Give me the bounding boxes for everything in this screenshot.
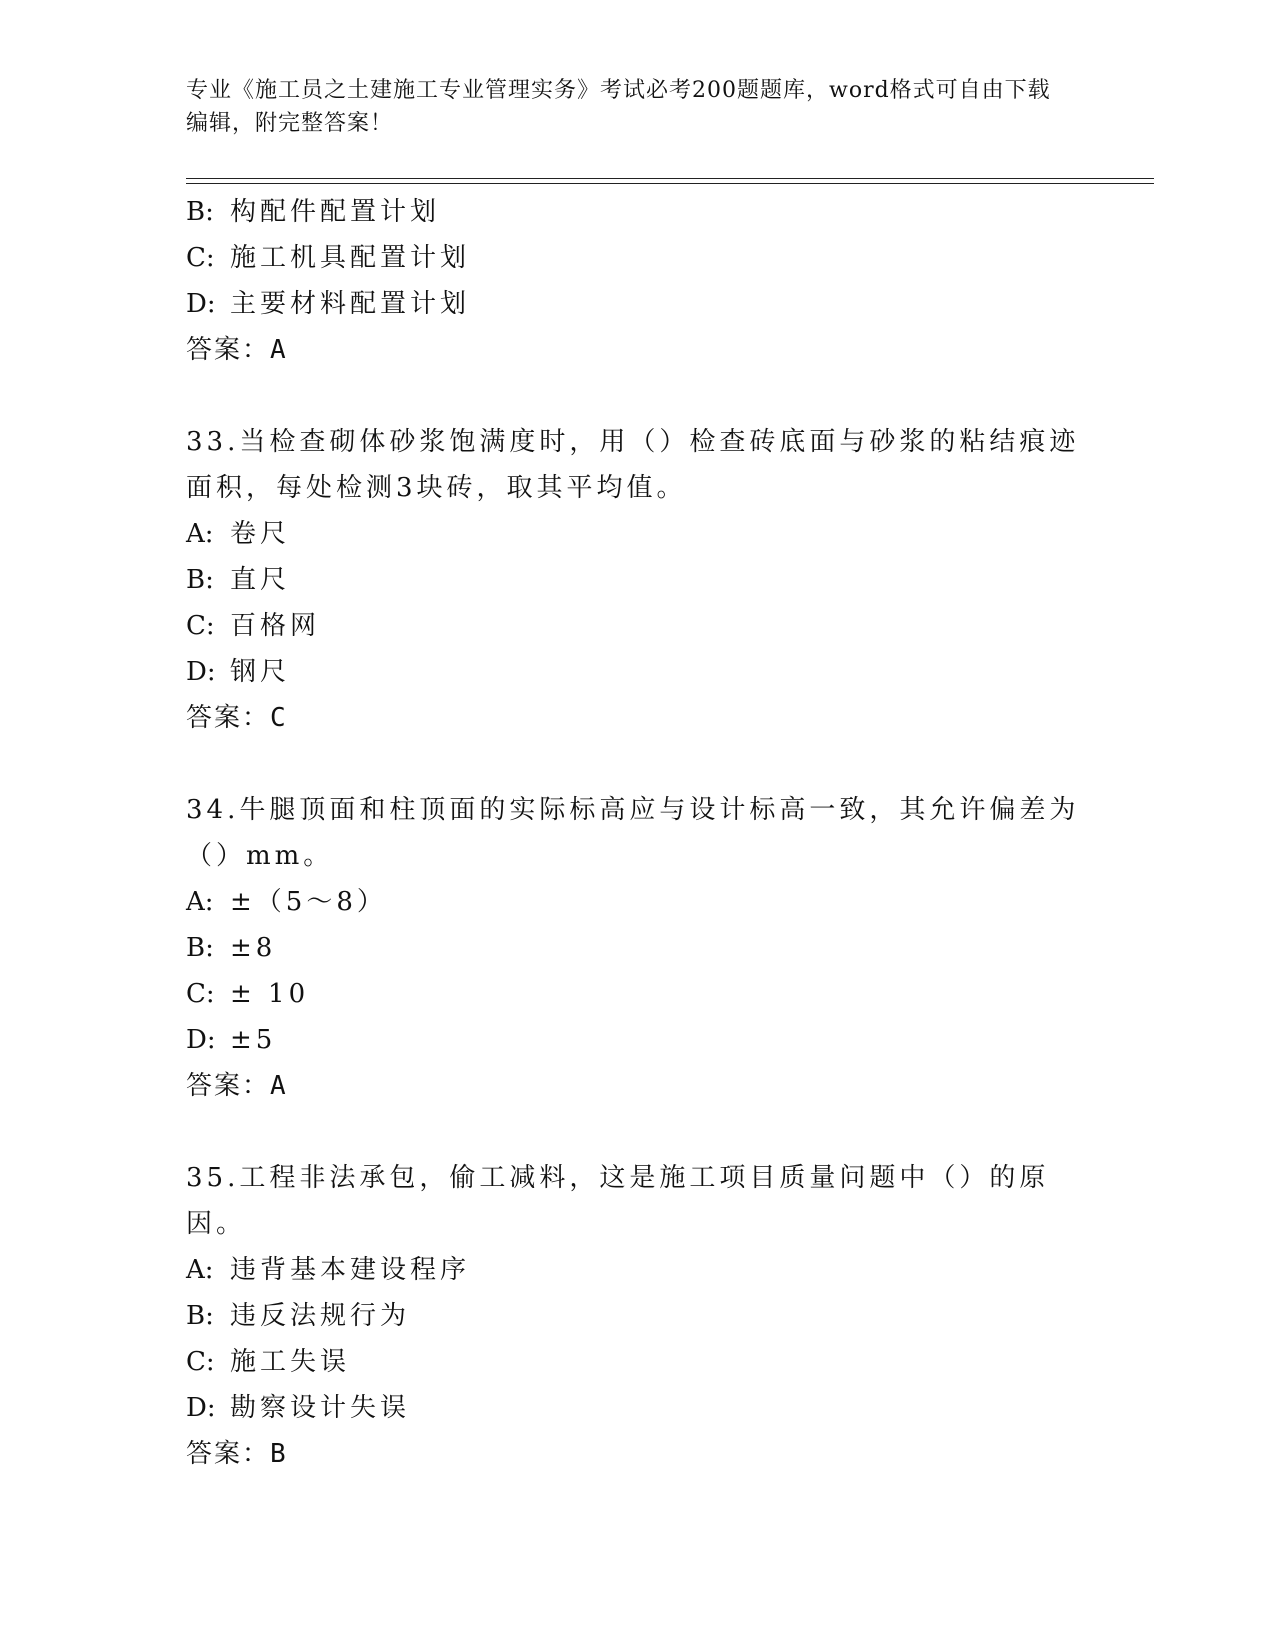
option-b: B: ±8 [186,933,277,963]
option-d: D: ±5 [186,1025,277,1055]
answer-line: 答案：A [186,335,288,365]
continued-question [186,189,1086,373]
option-d: D: 主要材料配置计划 [186,289,471,319]
option-d: D: 钢尺 [186,657,291,687]
question-content [186,189,1086,1477]
answer-line: 答案：A [186,1071,288,1101]
question-33 [186,419,1086,741]
option-b: B: 违反法规行为 [186,1301,411,1331]
question-text: 35.工程非法承包，偷工减料，这是施工项目质量问题中（）的原因。 [186,1163,1050,1239]
option-a: A: 违背基本建设程序 [186,1255,471,1285]
question-text: 34.牛腿顶面和柱顶面的实际标高应与设计标高一致，其允许偏差为（）mm。 [186,795,1080,871]
header-rule-bottom [186,183,1154,184]
option-c: C: ± 10 [186,979,310,1009]
question-text: 33.当检查砌体砂浆饱满度时，用（）检查砖底面与砂浆的粘结痕迹面积，每处检测3块砖，取其平均值。 [186,427,1080,503]
option-d: D: 勘察设计失误 [186,1393,411,1423]
option-c: C: 百格网 [186,611,321,641]
option-c: C: 施工机具配置计划 [186,243,471,273]
question-35 [186,1155,1086,1477]
option-b: B: 构配件配置计划 [186,197,441,227]
document-header: 专业《施工员之土建施工专业管理实务》考试必考200题题库，word格式可自由下载编辑，附完整答案！ [186,78,1051,136]
question-34 [186,787,1086,1109]
option-c: C: 施工失误 [186,1347,351,1377]
header-rule-top [186,178,1154,179]
option-a: A: ±（5～8） [186,887,387,917]
answer-line: 答案：C [186,703,288,733]
answer-line: 答案：B [186,1439,288,1469]
option-a: A: 卷尺 [186,519,291,549]
option-b: B: 直尺 [186,565,291,595]
